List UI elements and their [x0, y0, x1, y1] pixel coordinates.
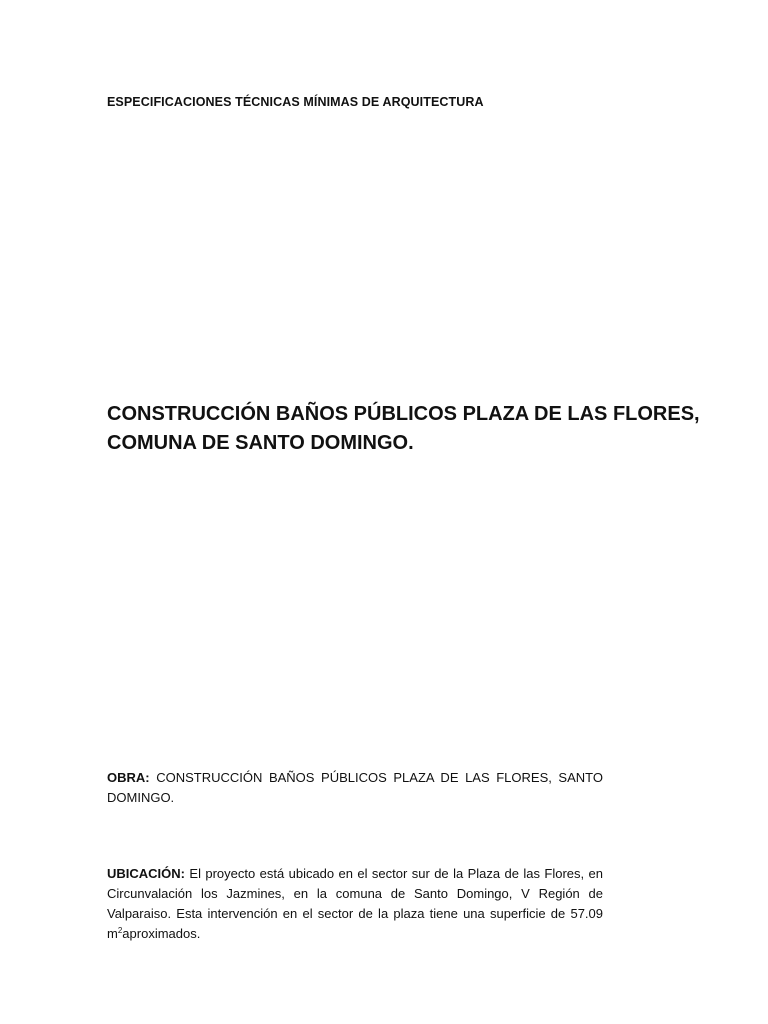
document-title-line-1: CONSTRUCCIÓN BAÑOS PÚBLICOS PLAZA DE LAS FLORES,	[107, 403, 700, 425]
obra-text: CONSTRUCCIÓN BAÑOS PÚBLICOS PLAZA DE LAS FLORES, SANTO DOMINGO.	[107, 770, 603, 805]
document-title	[107, 400, 700, 458]
obra-label: OBRA:	[107, 770, 150, 785]
document-title-line-2: COMUNA DE SANTO DOMINGO.	[107, 432, 414, 454]
area-unit-superscript: 2	[117, 926, 123, 935]
ubicacion-text: El proyecto está ubicado en el sector sur de la Plaza de las Flores, en Circunvalación los Jazmines, en la comuna de Santo Domingo, V Región de Valparaiso. Esta intervención en el sector de la plaza tiene una superficie de 57.09 m	[107, 866, 603, 941]
ubicacion-label: UBICACIÓN:	[107, 866, 185, 881]
obra-paragraph	[107, 768, 603, 808]
document-header: ESPECIFICACIONES TÉCNICAS MÍNIMAS DE ARQUITECTURA	[107, 95, 484, 109]
ubicacion-paragraph	[107, 864, 603, 944]
ubicacion-text-end: aproximados.	[122, 926, 201, 941]
